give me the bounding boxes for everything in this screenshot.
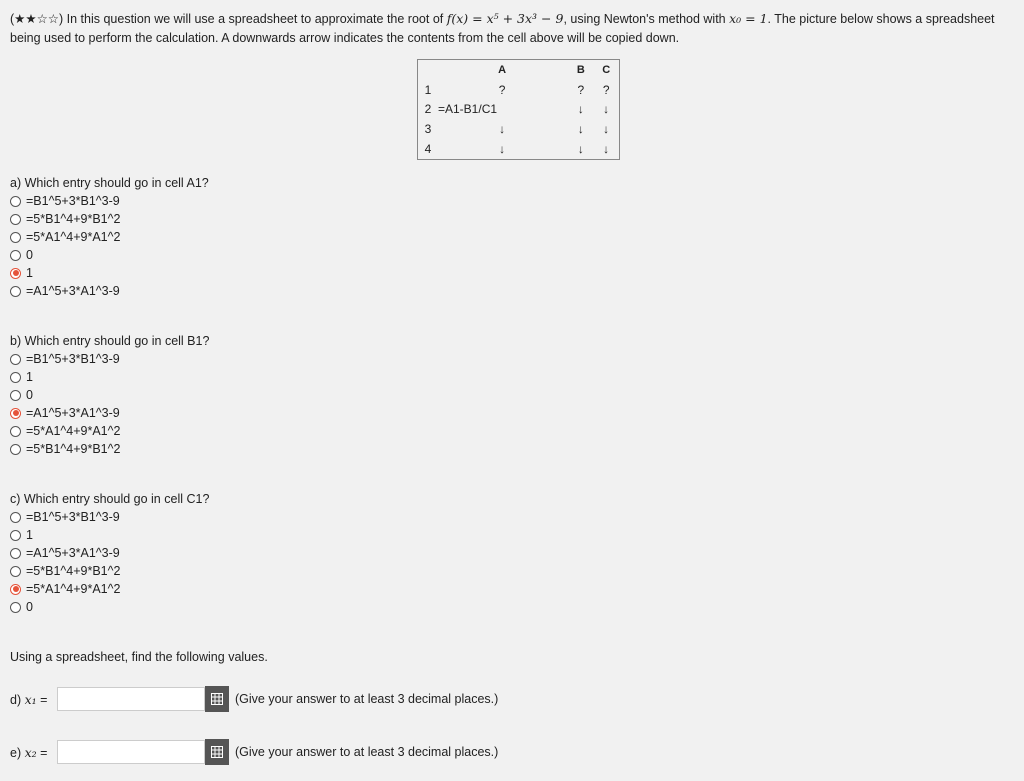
option-label: =A1^5+3*A1^3-9 <box>26 546 120 560</box>
function-expression: f(x) = x⁵ + 3x³ − 9 <box>446 11 564 26</box>
option-label: =5*A1^4+9*A1^2 <box>26 230 121 244</box>
radio-button[interactable] <box>10 354 21 365</box>
radio-option[interactable] <box>10 368 209 386</box>
row-number: 4 <box>424 142 432 157</box>
radio-option[interactable] <box>10 440 209 458</box>
answer-hint: (Give your answer to at least 3 decimal places.) <box>235 745 499 759</box>
sheet-col-a: A <box>498 63 507 76</box>
answer-variable: x₁ <box>24 691 37 707</box>
question-a <box>10 174 209 300</box>
radio-button[interactable] <box>10 512 21 523</box>
answer-label <box>10 745 56 760</box>
sheet-row <box>418 139 620 159</box>
radio-option[interactable] <box>10 386 209 404</box>
radio-option[interactable] <box>10 350 209 368</box>
radio-button[interactable] <box>10 214 21 225</box>
question-title: c) Which entry should go in cell C1? <box>10 492 210 506</box>
radio-option[interactable] <box>10 228 209 246</box>
radio-button[interactable] <box>10 196 21 207</box>
answer-input-x2[interactable] <box>57 740 205 764</box>
sheet-cell: =A1-B1/C1 <box>438 102 498 117</box>
option-label: =5*B1^4+9*B1^2 <box>26 564 121 578</box>
answer-equals: = <box>36 692 48 707</box>
radio-option[interactable] <box>10 598 209 616</box>
sheet-cell: ↓ <box>603 102 610 117</box>
radio-option[interactable] <box>10 562 209 580</box>
question-title: a) Which entry should go in cell A1? <box>10 176 209 190</box>
intro-text-b: , using Newton's method with <box>563 12 730 26</box>
row-number: 2 <box>424 102 432 117</box>
radio-button[interactable] <box>10 548 21 559</box>
sheet-col-c: C <box>602 63 611 76</box>
answer-row-d <box>10 686 498 712</box>
radio-option[interactable] <box>10 544 209 562</box>
sheet-cell: ↓ <box>577 102 584 117</box>
answer-input-x1[interactable] <box>57 687 205 711</box>
radio-button[interactable] <box>10 444 21 455</box>
sheet-row <box>418 119 620 139</box>
row-number: 3 <box>424 122 432 137</box>
question-title: b) Which entry should go in cell B1? <box>10 334 210 348</box>
radio-button[interactable] <box>10 584 21 595</box>
answer-variable: x₂ <box>24 744 37 760</box>
calculator-button[interactable] <box>205 686 229 712</box>
radio-button[interactable] <box>10 566 21 577</box>
option-label: 1 <box>26 370 33 384</box>
radio-option[interactable] <box>10 264 209 282</box>
intro-text-a: In this question we will use a spreadsheet to approximate the root of <box>66 12 447 26</box>
option-label: =5*B1^4+9*B1^2 <box>26 442 121 456</box>
option-label: 1 <box>26 528 33 542</box>
radio-option[interactable] <box>10 192 209 210</box>
option-label: =A1^5+3*A1^3-9 <box>26 406 120 420</box>
initial-value: x₀ = 1 <box>729 11 768 26</box>
answer-row-e <box>10 739 498 765</box>
radio-option[interactable] <box>10 282 209 300</box>
option-label: 0 <box>26 600 33 614</box>
difficulty-stars: ★★☆☆ <box>14 12 59 26</box>
question-intro: (★★☆☆) In this question we will use a spreadsheet to approximate the root of f(x) = x⁵ + 3x³ − 9, using Newton's method with x₀ = 1. The picture below shows a spreadsheet being used to perform the calculation. A downwards arrow indicates the contents from the cell above will be copied down. <box>10 11 995 45</box>
option-label: =B1^5+3*B1^3-9 <box>26 194 120 208</box>
answer-label <box>10 692 56 707</box>
sheet-header-row <box>418 60 620 80</box>
answer-equals: = <box>36 745 48 760</box>
sheet-corner <box>418 60 437 80</box>
sheet-cell: ? <box>498 82 506 97</box>
radio-option[interactable] <box>10 508 209 526</box>
radio-option[interactable] <box>10 580 209 598</box>
radio-button[interactable] <box>10 250 21 261</box>
radio-option[interactable] <box>10 526 209 544</box>
answer-part-label: d) <box>10 692 25 707</box>
option-label: =A1^5+3*A1^3-9 <box>26 284 120 298</box>
option-label: =5*B1^4+9*B1^2 <box>26 212 121 226</box>
sheet-cell: ↓ <box>577 142 584 157</box>
row-number: 1 <box>424 82 432 97</box>
option-label: =5*A1^4+9*A1^2 <box>26 424 121 438</box>
option-label: 0 <box>26 388 33 402</box>
radio-option[interactable] <box>10 404 209 422</box>
option-label: =B1^5+3*B1^3-9 <box>26 352 120 366</box>
find-values-instruction: Using a spreadsheet, find the following values. <box>10 650 268 664</box>
calculator-icon <box>211 746 223 758</box>
radio-button[interactable] <box>10 408 21 419</box>
calculator-icon <box>211 693 223 705</box>
sheet-row <box>418 100 620 120</box>
option-label: =B1^5+3*B1^3-9 <box>26 510 120 524</box>
radio-button[interactable] <box>10 390 21 401</box>
radio-option[interactable] <box>10 246 209 264</box>
calculator-button[interactable] <box>205 739 229 765</box>
sheet-cell: ↓ <box>499 122 506 137</box>
option-label: =5*A1^4+9*A1^2 <box>26 582 121 596</box>
sheet-cell: ↓ <box>577 122 584 137</box>
radio-button[interactable] <box>10 372 21 383</box>
option-label: 1 <box>26 266 33 280</box>
question-b <box>10 332 209 458</box>
radio-button[interactable] <box>10 426 21 437</box>
intro-text-c: . The picture below shows a spreadsheet being used to perform the calculation. A downwards arrow indicates the contents from the cell above will be copied down. <box>10 12 995 45</box>
answer-part-label: e) <box>10 745 25 760</box>
sheet-cell: ? <box>577 82 585 97</box>
spreadsheet-figure <box>417 59 620 160</box>
question-c <box>10 490 209 616</box>
sheet-row <box>418 80 620 100</box>
sheet-col-b: B <box>576 63 585 76</box>
answer-hint: (Give your answer to at least 3 decimal places.) <box>235 692 499 706</box>
sheet-cell: ↓ <box>603 142 610 157</box>
radio-button[interactable] <box>10 286 21 297</box>
radio-button[interactable] <box>10 268 21 279</box>
radio-button[interactable] <box>10 602 21 613</box>
option-label: 0 <box>26 248 33 262</box>
sheet-cell: ↓ <box>603 122 610 137</box>
radio-option[interactable] <box>10 210 209 228</box>
sheet-cell: ? <box>602 82 610 97</box>
radio-button[interactable] <box>10 232 21 243</box>
radio-option[interactable] <box>10 422 209 440</box>
radio-button[interactable] <box>10 530 21 541</box>
sheet-cell: ↓ <box>499 142 506 157</box>
